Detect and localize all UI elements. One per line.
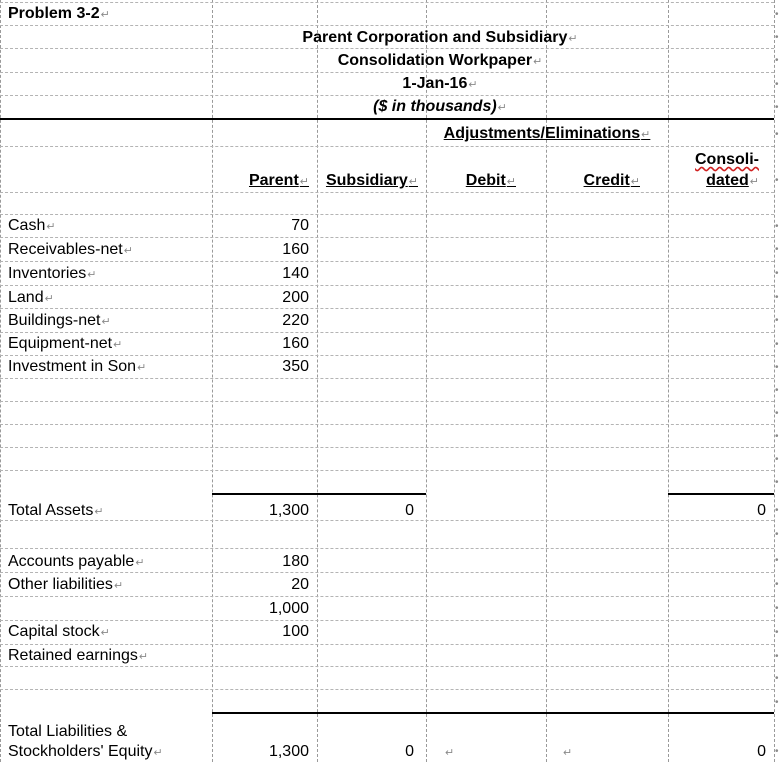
subsidiary-column-header: Subsidiary↵ bbox=[325, 172, 418, 189]
subsidiary-total-assets: 0 bbox=[405, 502, 414, 519]
row-label-land: Land↵ bbox=[8, 289, 54, 306]
workpaper-title: Consolidation Workpaper↵ bbox=[337, 52, 543, 69]
parent-value-land: 200 bbox=[282, 289, 309, 306]
consolidated-column-header-line2: dated↵ bbox=[706, 172, 759, 189]
row-label-cash: Cash↵ bbox=[8, 217, 56, 234]
subsidiary-total-liabilities: 0 bbox=[405, 743, 414, 760]
parent-value-inventories: 140 bbox=[282, 265, 309, 282]
problem-title: Problem 3-2↵ bbox=[8, 5, 110, 22]
parent-total-liabilities: 1,300 bbox=[268, 743, 309, 760]
consolidated-column-header-line1: Consoli- bbox=[695, 151, 759, 168]
row-label-equipment: Equipment-net↵ bbox=[8, 335, 123, 352]
debit-column-header: Debit↵ bbox=[465, 172, 516, 189]
company-title: Parent Corporation and Subsidiary↵ bbox=[302, 29, 578, 46]
consolidated-total-liabilities: 0 bbox=[757, 743, 766, 760]
credit-cell-mark: ↵ bbox=[563, 747, 573, 759]
parent-value-cash: 70 bbox=[291, 217, 309, 234]
parent-value-investment-in-son: 350 bbox=[282, 358, 309, 375]
row-label-other-liabilities: Other liabilities↵ bbox=[8, 576, 124, 593]
row-label-total-liabilities-line2: Stockholders' Equity↵ bbox=[8, 743, 163, 760]
row-label-total-liabilities-line1: Total Liabilities & bbox=[8, 723, 128, 740]
parent-column-header: Parent↵ bbox=[248, 172, 309, 189]
consolidation-worksheet: • • • • • • • • • • • • • • • • • • • • • • • • • • • • • Problem 3-2↵ Parent Corporation and Subsidiary↵ Consolidation Workpaper↵ 1-Jan-16↵ ($ in thousands)↵ Adjustments/Eliminations↵ Parent↵ Subsidiary↵ Debit↵ Credit↵ Consoli- dated↵ Cash↵ 70 Receivables-net↵ 160 Inventories↵ 140 Land↵ 200 Buildings-net↵ 220 Equipment-net↵ 160 Investment in Son↵ 350 Total Assets↵ 1,300 0 0 Accounts payable↵ 180 Other liabilities↵ 20 1,000 Capital stock↵ 100 Retained earnings↵ Total Liabilities & Stockholders' Equity↵ 1,300 0 ↵ ↵ 0 bbox=[0, 0, 780, 762]
row-label-buildings: Buildings-net↵ bbox=[8, 312, 111, 329]
parent-value-buildings: 220 bbox=[282, 312, 309, 329]
debit-cell-mark: ↵ bbox=[445, 747, 455, 759]
units-note: ($ in thousands)↵ bbox=[373, 98, 507, 115]
parent-value-receivables: 160 bbox=[282, 241, 309, 258]
row-label-accounts-payable: Accounts payable↵ bbox=[8, 553, 145, 570]
row-label-receivables: Receivables-net↵ bbox=[8, 241, 133, 258]
parent-value-equipment: 160 bbox=[282, 335, 309, 352]
row-label-total-assets: Total Assets↵ bbox=[8, 502, 104, 519]
parent-value-capital-stock: 100 bbox=[282, 623, 309, 640]
parent-value-unlabeled-row: 1,000 bbox=[268, 600, 309, 617]
row-label-investment-in-son: Investment in Son↵ bbox=[8, 358, 147, 375]
row-label-retained-earnings: Retained earnings↵ bbox=[8, 647, 149, 664]
consolidated-total-assets: 0 bbox=[757, 502, 766, 519]
parent-value-other-liabilities: 20 bbox=[291, 576, 309, 593]
credit-column-header: Credit↵ bbox=[583, 172, 640, 189]
adjustments-eliminations-header: Adjustments/Eliminations↵ bbox=[443, 125, 651, 142]
parent-total-assets: 1,300 bbox=[268, 502, 309, 519]
row-label-inventories: Inventories↵ bbox=[8, 265, 97, 282]
parent-value-accounts-payable: 180 bbox=[282, 553, 309, 570]
row-label-capital-stock: Capital stock↵ bbox=[8, 623, 110, 640]
workpaper-date: 1-Jan-16↵ bbox=[402, 75, 478, 92]
